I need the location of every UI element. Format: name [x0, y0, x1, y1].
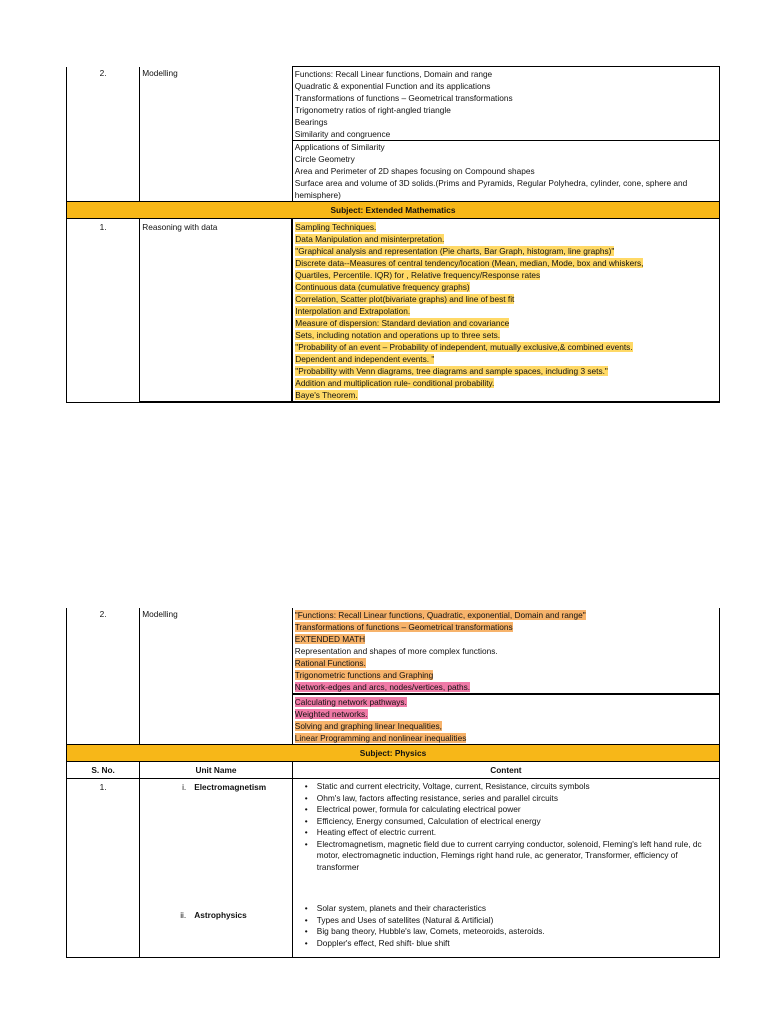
content-line: Sampling Techniques.: [295, 222, 377, 232]
syllabus-table-2: [66, 608, 720, 958]
content-line: "Graphical analysis and representation (Pie charts, Bar Graph, histogram, line graphs)": [295, 246, 615, 256]
list-item: • Electromagnetism, magnetic field due to current carrying conductor, solenoid, Fleming's left hand rule, dc motor, electromagnetic induction, Flemings right hand rule, ac generator, Transformer, efficiency of transformer: [317, 839, 717, 874]
content-line: Transformations of functions – Geometrical transformations: [294, 622, 513, 632]
unit-name: Reasoning with data: [140, 219, 293, 403]
content-line: Continuous data (cumulative frequency graphs): [295, 282, 470, 292]
physics-table-block: [66, 608, 720, 958]
content-line: Quartiles, Percentile. IQR) for , Relative frequency/Response rates: [295, 270, 541, 280]
unit-title: Astrophysics: [194, 910, 247, 920]
content-cell: [292, 67, 719, 141]
unit-electromagnetism: [142, 781, 290, 793]
list-item: • Electrical power, formula for calculating electrical power: [317, 804, 717, 816]
content-line: Rational Functions.: [294, 658, 366, 668]
content-line: "Probability of an event – Probability of independent, mutually exclusive,& combined events.: [295, 342, 633, 352]
list-item: • Heating effect of electric current.: [317, 827, 717, 839]
subject-heading: Subject: Physics: [67, 745, 720, 762]
unit-index: ii.: [180, 910, 187, 920]
table-row: [67, 779, 720, 958]
content-line: Addition and multiplication rule- conditional probability.: [295, 378, 495, 388]
content-line: Representation and shapes of more complex functions.: [294, 646, 498, 656]
content-line: Sets, including notation and operations up to three sets.: [295, 330, 501, 340]
content-line: Network-edges and arcs, nodes/vertices, paths.: [294, 682, 471, 692]
content-line: Baye's Theorem.: [295, 390, 358, 400]
content-line: Functions: Recall Linear functions, Domain and range: [294, 69, 493, 79]
content-line: Linear Programming and nonlinear inequalities: [294, 733, 467, 743]
content-line: Measure of dispersion: Standard deviation and covariance: [295, 318, 510, 328]
content-line: Applications of Similarity: [294, 142, 385, 152]
content-line: Trigonometric functions and Graphing: [294, 670, 434, 680]
content-line: Calculating network pathways.: [294, 697, 407, 707]
unit-title: Electromagnetism: [194, 782, 267, 792]
unit-names-cell: [140, 779, 293, 958]
list-item: • Solar system, planets and their characteristics: [317, 903, 717, 915]
content-line: "Functions: Recall Linear functions, Quadratic, exponential, Domain and range": [294, 610, 586, 620]
serial-number: 1.: [67, 219, 140, 403]
content-line: Trigonometry ratios of right-angled triangle: [294, 105, 451, 115]
list-item: • Efficiency, Energy consumed, Calculation of electrical energy: [317, 816, 717, 828]
unit-name: Modelling: [140, 67, 293, 202]
content-line: Discrete data--Measures of central tendency/location (Mean, median, Mode, box and whiskers,: [295, 258, 644, 268]
content-line: Bearings: [294, 117, 328, 127]
unit-astrophysics: [164, 909, 247, 921]
electromagnetism-content-list: [295, 781, 717, 873]
content-line: "Probability with Venn diagrams, tree diagrams and sample spaces, including 3 sets.": [295, 366, 608, 376]
content-line: Correlation, Scatter plot(bivariate graphs) and line of best fit: [295, 294, 515, 304]
content-line: Data Manipulation and misinterpretation.: [295, 234, 445, 244]
content-line: Area and Perimeter of 2D shapes focusing on Compound shapes: [294, 166, 535, 176]
syllabus-table-1: [66, 66, 720, 403]
list-item: • Ohm's law, factors affecting resistance, series and parallel circuits: [317, 793, 717, 805]
serial-number: 2.: [67, 67, 140, 202]
content-line: EXTENDED MATH: [294, 634, 366, 644]
content-line: Quadratic & exponential Function and its applications: [294, 81, 491, 91]
content-line: Dependent and independent events. ": [295, 354, 435, 364]
unit-index: i.: [182, 782, 187, 792]
astrophysics-content-list: [295, 903, 717, 949]
table-row: [67, 219, 720, 403]
column-header-sno: S. No.: [67, 762, 140, 779]
list-item: • Types and Uses of satellites (Natural & Artificial): [317, 915, 717, 927]
list-item: • Doppler's effect, Red shift- blue shift: [317, 938, 717, 950]
subject-heading: Subject: Extended Mathematics: [67, 202, 720, 219]
column-header-content: Content: [292, 762, 719, 779]
list-item: • Big bang theory, Hubble's law, Comets, meteoroids, asteroids.: [317, 926, 717, 938]
table-row: [67, 608, 720, 694]
content-line: Circle Geometry: [294, 154, 355, 164]
content-cell: [292, 141, 719, 202]
content-line: Similarity and congruence: [294, 129, 391, 139]
list-item: • Static and current electricity, Voltage, current, Resistance, circuits symbols: [317, 781, 717, 793]
content-line: Solving and graphing linear Inequalities,: [294, 721, 442, 731]
content-line: Transformations of functions – Geometrical transformations: [294, 93, 513, 103]
serial-number: 2.: [67, 608, 140, 745]
content-line: Surface area and volume of 3D solids.(Prims and Pyramids, Regular Polyhedra, cylinder, cone, sphere and hemisphere): [294, 178, 688, 200]
content-cell: [292, 608, 719, 694]
serial-number: 1.: [67, 779, 140, 958]
table-header-row: [67, 762, 720, 779]
content-cell: [292, 779, 719, 958]
content-cell: [292, 694, 719, 745]
unit-name: Modelling: [140, 608, 293, 745]
content-line: Interpolation and Extrapolation.: [295, 306, 411, 316]
extended-math-table-block: [66, 66, 720, 403]
column-header-unit: Unit Name: [140, 762, 293, 779]
table-row: [67, 67, 720, 141]
content-cell: [292, 219, 719, 403]
content-line: Weighted networks.: [294, 709, 368, 719]
